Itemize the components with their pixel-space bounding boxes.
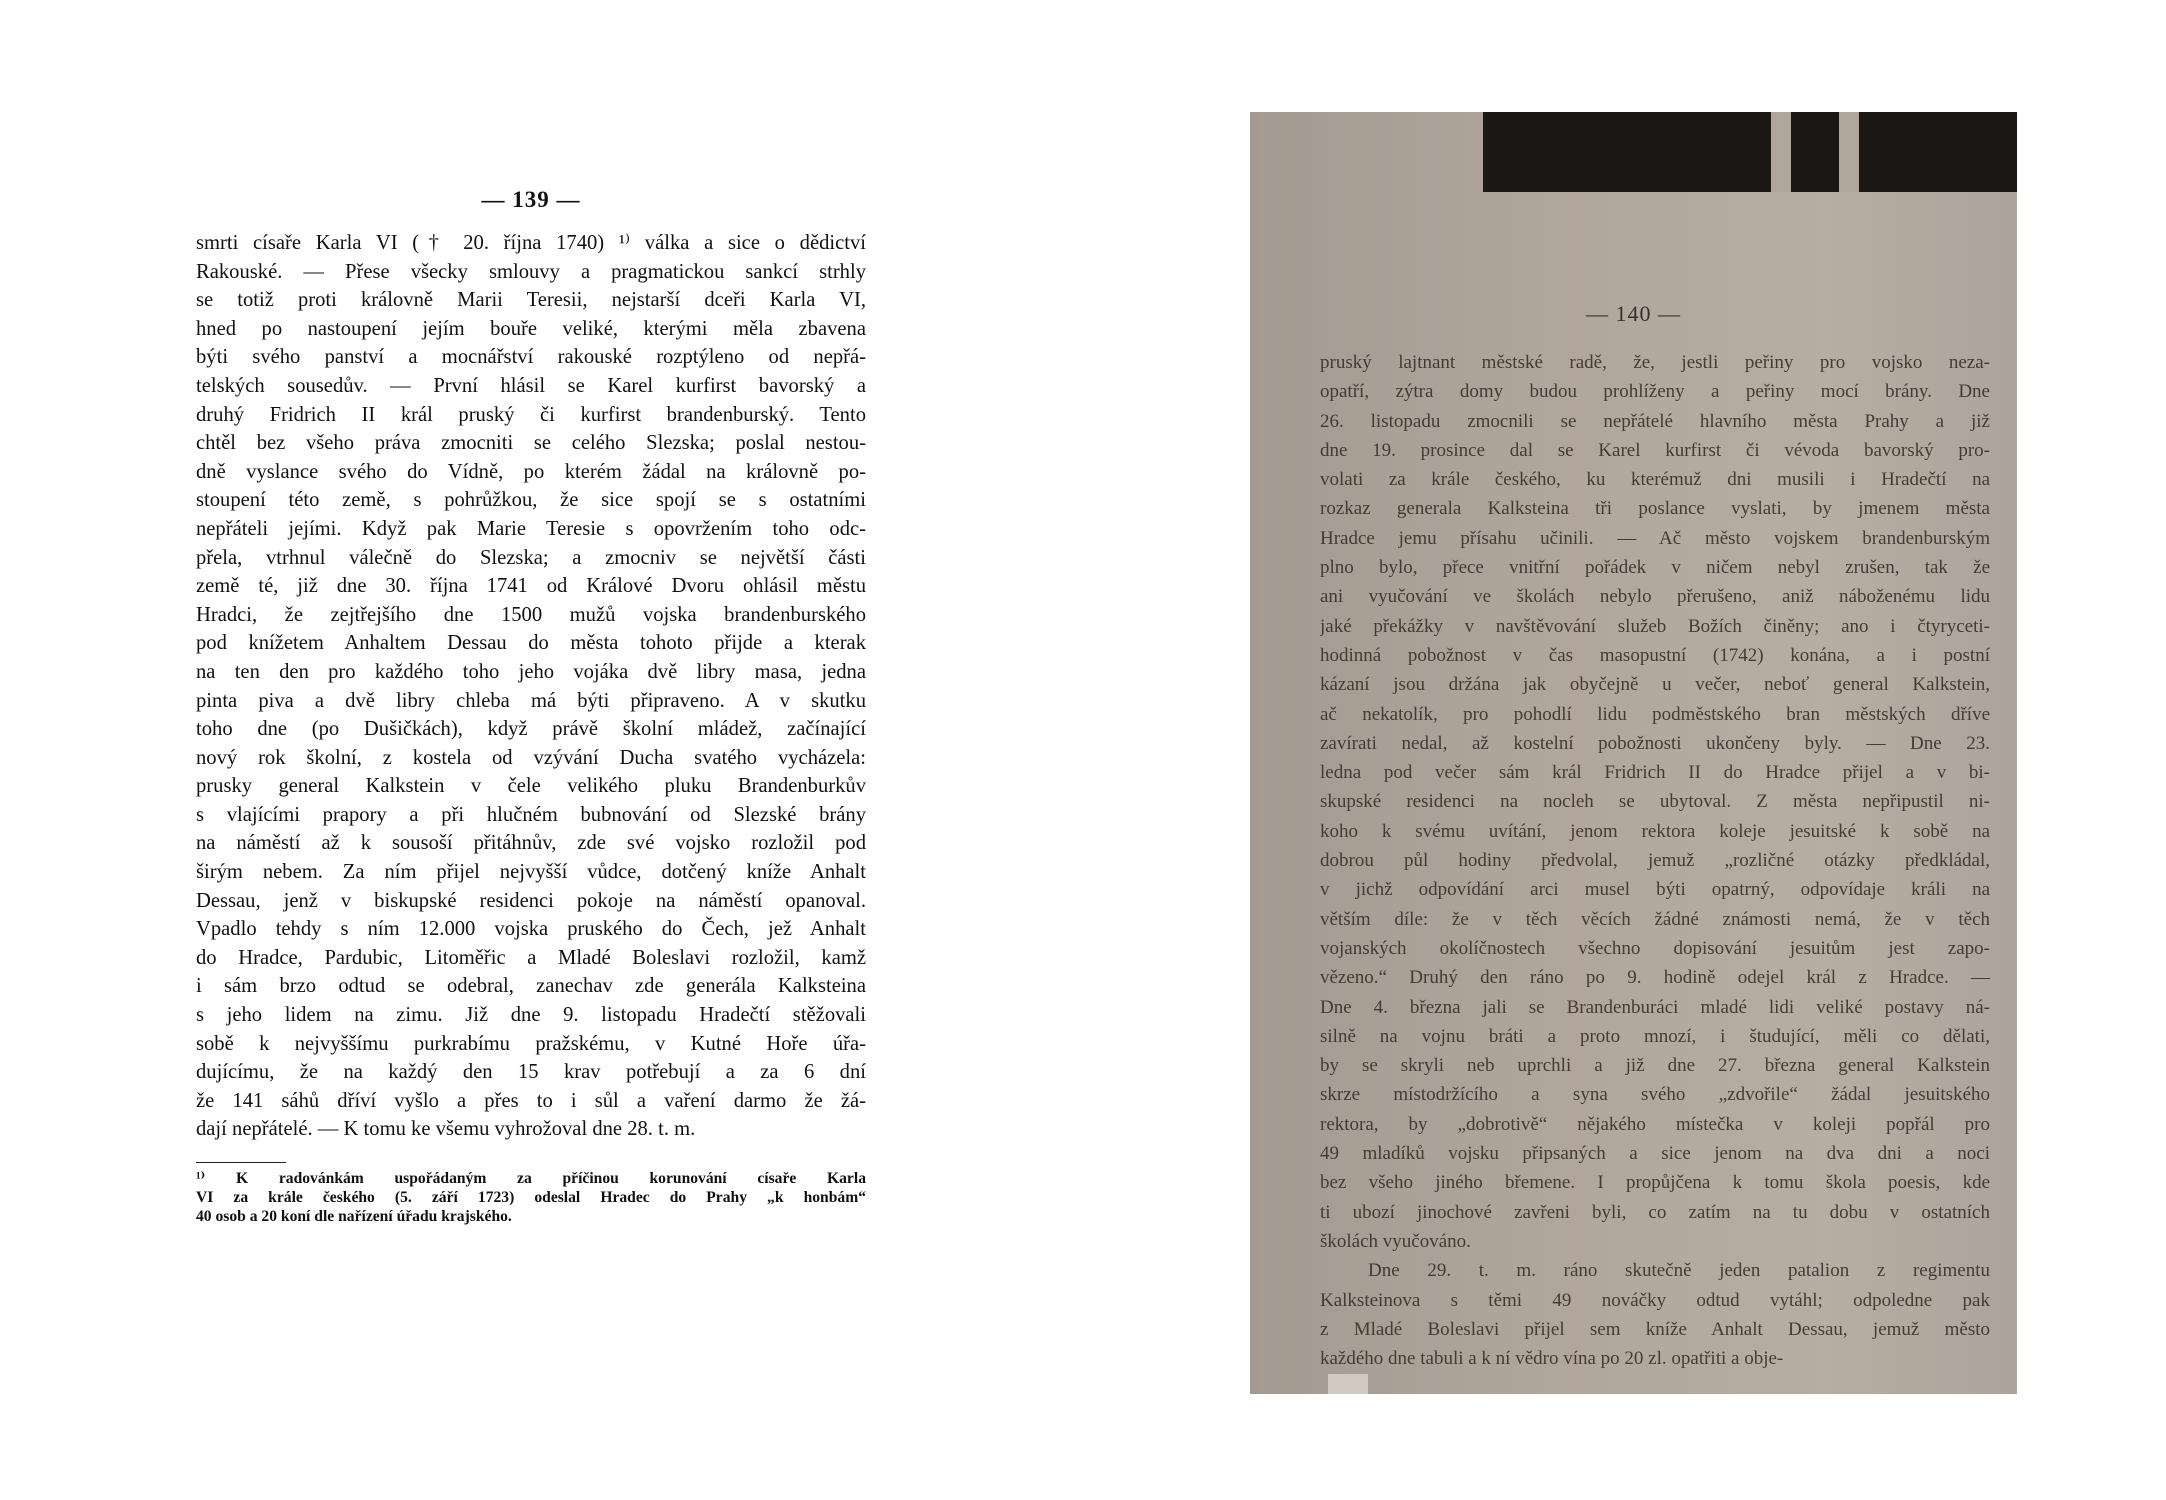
text-line: dají nepřátelé. — K tomu ke všemu vyhrožoval dne 28. t. m. (196, 1118, 696, 1141)
text-line: z Mladé Boleslavi přijel sem kníže Anhalt Dessau, jemuž město (1320, 1318, 1990, 1340)
page-number-left: — 139 — (481, 187, 581, 212)
text-line: se totiž proti královně Marii Teresii, nejstarší dceři Karla VI, (196, 289, 866, 312)
left-page (196, 185, 866, 1226)
text-line: toho dne (po Dušičkách), když právě školní mládež, začínající (196, 718, 866, 741)
text-line: 26. listopadu zmocnili se nepřátelé hlavního města Prahy a již (1320, 410, 1990, 432)
text-line: opatří, zýtra domy budou prohlíženy a peřiny mocí brány. Dne (1320, 381, 1990, 403)
text-line: Dne 4. března jali se Brandenburáci mladé lidi veliké postavy ná- (1320, 996, 1990, 1018)
text-line: stoupení této země, s pohrůžkou, že sice spojí se s ostatními (196, 489, 866, 512)
footnote-rule (196, 1162, 286, 1163)
text-line: jaké překážky v navštěvování služeb Božích činěny; ano i čtyryceti- (1320, 615, 1990, 637)
text-line: ač nekatolík, pro pohodlí lidu podměstského bran městských dříve (1320, 703, 1990, 725)
text-line: smrti císaře Karla VI († 20. října 1740) ¹⁾ válka a sice o dědictví (196, 232, 866, 254)
text-line: Kalksteinova s těmi 49 nováčky odtud vytáhl; odpoledne pak (1320, 1289, 1990, 1311)
text-line: kázaní jsou držána jak obyčejně u večer, neboť general Kalkstein, (1320, 674, 1990, 696)
text-line: druhý Fridrich II král pruský či kurfirst brandenburský. Tento (196, 403, 866, 426)
text-line: silně na vojnu bráti a proto mnozí, i študující, měli co dělati, (1320, 1025, 1990, 1047)
text-line: Hradci, že zejtřejšího dne 1500 mužů vojska brandenburského (196, 603, 866, 626)
text-line: Rakouské. — Přese všecky smlouvy a pragmatickou sankcí strhly (196, 260, 866, 283)
text-line: nový rok školní, z kostela od vzývání Ducha svatého vycházela: (196, 746, 866, 769)
text-line: dujícímu, že na každý den 15 krav potřebují a za 6 dní (196, 1061, 866, 1084)
text-line: sobě k nejvyššímu purkrabímu pražskému, v Kutné Hoře úřa- (196, 1032, 866, 1055)
footnote (196, 1169, 866, 1226)
text-line: dně vyslance svého do Vídně, po kterém žádal na královně po- (196, 460, 866, 483)
text-line: býti svého panství a mocnářství rakouské rozptýleno od nepřá- (196, 346, 866, 369)
text-line: pinta piva a dvě libry chleba má býti připraveno. A v skutku (196, 689, 866, 712)
text-line: Hradce jemu přísahu učinili. — Ač město vojskem brandenburským (1320, 527, 1990, 549)
text-line: telských sousedův. — První hlásil se Karel kurfirst bavorský a (196, 374, 866, 397)
text-line: ledna pod večer sám král Fridrich II do Hradce přijel a v bi- (1320, 762, 1990, 784)
text-line: Dessau, jenž v biskupské residenci pokoje na náměstí opanoval. (196, 889, 866, 912)
text-line: hodinná pobožnost v čas masopustní (1742) konána, a i postní (1320, 644, 1990, 666)
text-line: rektora, by „dobrotivě“ nějakého místečka v koleji popřál pro (1320, 1113, 1990, 1135)
text-line: s jeho lidem na zimu. Již dne 9. listopadu Hradečtí stěžovali (196, 1004, 866, 1027)
text-line: vězeno.“ Druhý den ráno po 9. hodině odejel král z Hradce. — (1320, 967, 1990, 989)
text-line: do Hradce, Pardubic, Litoměřic a Mladé Boleslavi rozložil, kamž (196, 946, 866, 969)
text-line: pruský lajtnant městské radě, že, jestli peřiny pro vojsko neza- (1320, 352, 1990, 373)
text-line: nepřáteli jejími. Když pak Marie Teresie s opovržením toho odc- (196, 517, 866, 540)
text-line: Vpadlo tehdy s ním 12.000 vojska pruského do Čech, jež Anhalt (196, 918, 866, 941)
text-line: plno bylo, přece vnitřní pořádek v ničem nebyl zrušen, tak že (1320, 557, 1990, 579)
text-line: skupské residenci na nocleh se ubytoval. Z města nepřipustil ni- (1320, 791, 1990, 813)
text-line: na ten den pro každého toho jeho vojáka dvě libry masa, jedna (196, 660, 866, 683)
text-line: bez všeho jiného břemene. I propůjčena k tomu škola poesis, kde (1320, 1172, 1990, 1194)
left-body-text (196, 229, 866, 1144)
scan-corner-patch (1328, 1374, 1368, 1394)
right-body-text (1320, 348, 1990, 1373)
text-line: 49 mladíků vojsku připsaných a sice jenom na dva dni a noci (1320, 1143, 1990, 1165)
text-line: ti ubozí jinochové zavřeni byli, co zatím na tu dobu v ostatních (1320, 1201, 1990, 1223)
text-line: každého dne tabuli a k ní vědro vína po 20 zl. opatřiti a obje- (1320, 1348, 1784, 1370)
text-line: školách vyučováno. (1320, 1230, 1471, 1252)
text-line: dne 19. prosince dal se Karel kurfirst či vévoda bavorský pro- (1320, 439, 1990, 461)
scan-border-gap (1771, 112, 1791, 192)
text-line: pod knížetem Anhaltem Dessau do města tohoto přijde a kterak (196, 632, 866, 655)
text-line: s vlajícími prapory a při hlučném bubnování od Slezské brány (196, 803, 866, 826)
page-number-right: — 140 — (1586, 301, 1681, 326)
scan-border-gap (1839, 112, 1859, 192)
text-line: volati za krále českého, ku kterémuž dni musili i Hradečtí na (1320, 469, 1990, 491)
text-line: 40 osob a 20 koní dle nařízení úřadu krajského. (196, 1208, 512, 1225)
text-line: ani vyučování ve školách nebylo přerušeno, aniž náboženému lidu (1320, 586, 1990, 608)
text-line: rozkaz generala Kalksteina tři poslance vyslati, by jmenem města (1320, 498, 1990, 520)
text-line: dobrou půl hodiny předvolal, jemuž „rozličné otázky předkládal, (1320, 850, 1990, 872)
text-line: ¹⁾ K radovánkám uspořádaným za příčinou korunování císaře Karla (196, 1170, 866, 1187)
text-line: země té, již dne 30. října 1741 od Králové Dvoru ohlásil městu (196, 575, 866, 598)
text-line: VI za krále českého (5. září 1723) odeslal Hradec do Prahy „k honbám“ (196, 1189, 866, 1206)
text-line: přela, vtrhnul válečně do Slezska; a zmocniv se největší části (196, 546, 866, 569)
text-line: hned po nastoupení jejím bouře veliké, kterými měla zbavena (196, 317, 866, 340)
text-line: koho k svému uvítání, jenom rektora koleje jesuitské k sobě na (1320, 820, 1990, 842)
text-line: širým nebem. Za ním přijel nejvyšší vůdce, dotčený kníže Anhalt (196, 861, 866, 884)
text-line: skrze místodržícího a syna svého „zdvořile“ žádal jesuitského (1320, 1084, 1990, 1106)
text-line: i sám brzo odtud se odebral, zanechav zde generála Kalksteina (196, 975, 866, 998)
text-line: prusky general Kalkstein v čele velikého pluku Brandenburkův (196, 775, 866, 798)
text-line: zavírati nedal, až kostelní pobožnosti ukončeny byly. — Dne 23. (1320, 732, 1990, 754)
text-line: že 141 sáhů dříví vyšlo a přes to i sůl a vaření darmo že žá- (196, 1089, 866, 1112)
scan-dark-border (1483, 112, 2017, 192)
text-line: v jichž odpovídání arci musel býti opatrný, odpovídaje králi na (1320, 879, 1990, 901)
text-line: na náměstí až k sousoší přitáhnův, zde své vojsko rozložil pod (196, 832, 866, 855)
text-line: vojanských okolíčnostech všechno dopisování jesuitům jest zapo- (1320, 937, 1990, 959)
text-line: Dne 29. t. m. ráno skutečně jeden patalion z regimentu (1368, 1260, 1990, 1282)
text-line: by se skryli neb uprchli a již dne 27. března general Kalkstein (1320, 1055, 1990, 1077)
text-line: chtěl bez všeho práva zmocniti se celého Slezska; poslal nestou- (196, 432, 866, 455)
text-line: větším díle: že v těch věcích žádné známosti nemá, že v těch (1320, 908, 1990, 930)
right-page-scan (1250, 112, 2017, 1394)
